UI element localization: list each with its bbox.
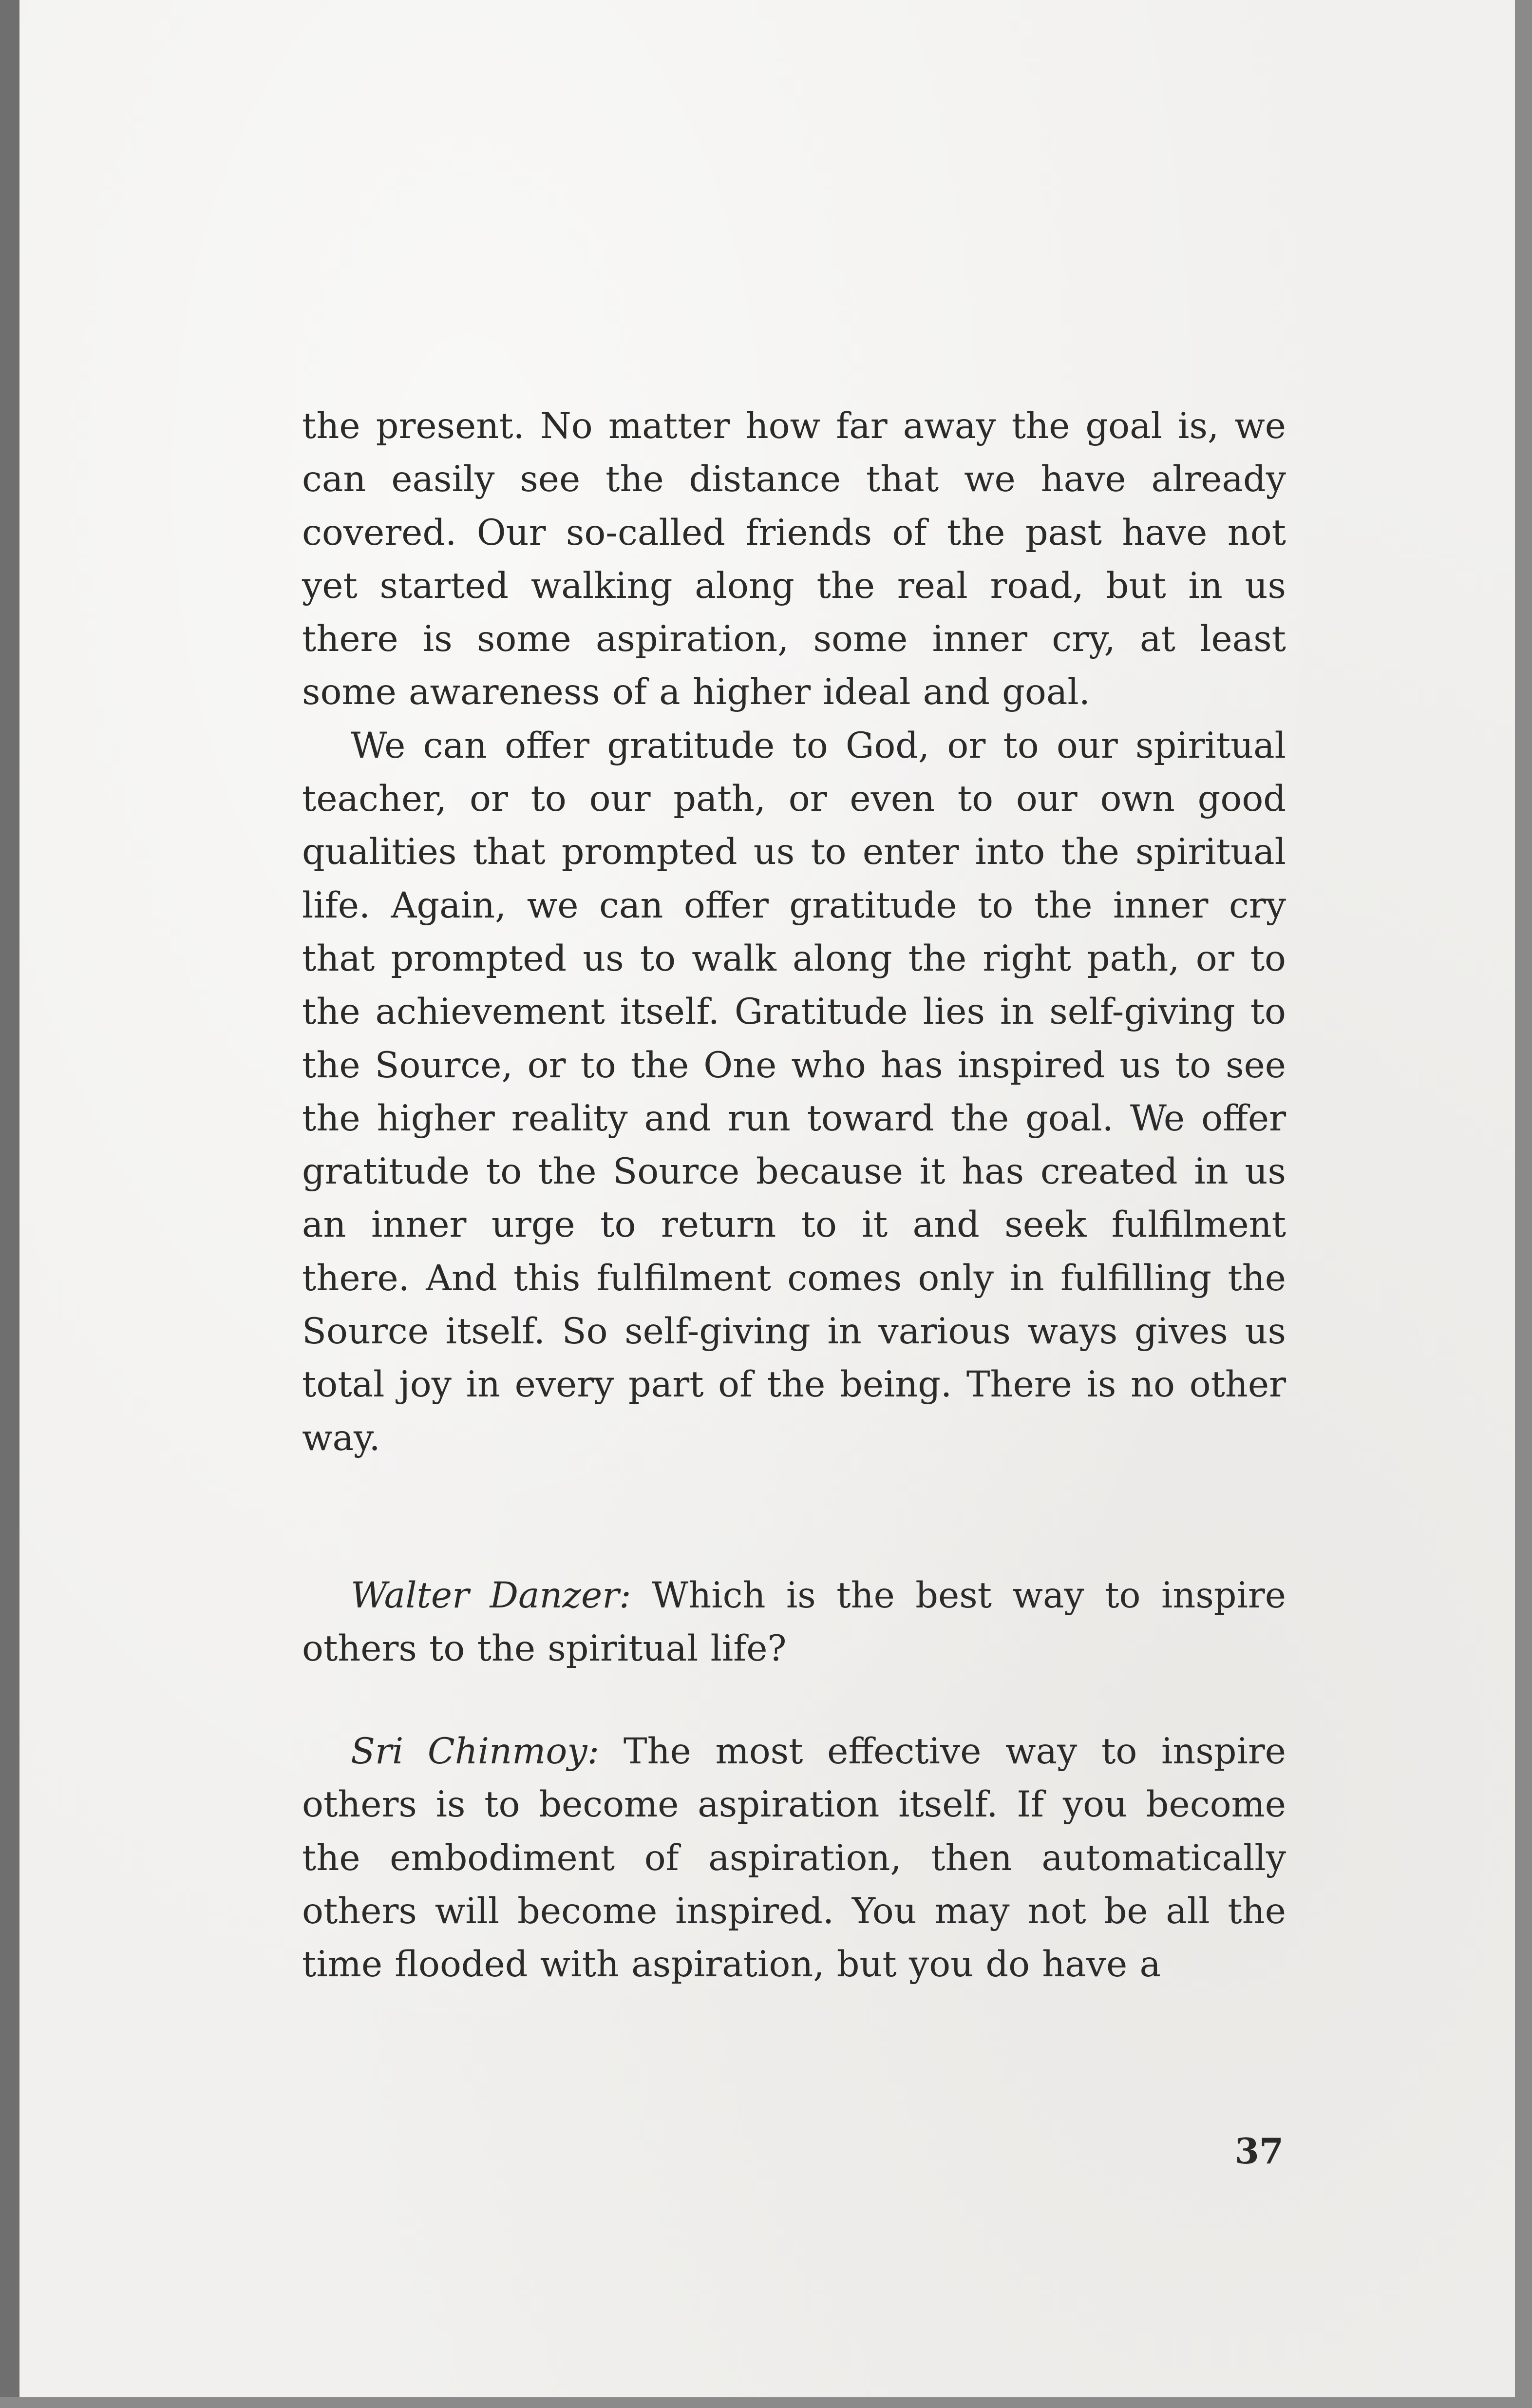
paragraph-continued: the present. No matter how far away the goal is, we can easily see the distance that we have already covered. Our so-called friends of the past have not yet started walking along the real road, but in us there is some aspiration, some inner cry, at least some awareness of a higher ideal and goal. xyxy=(302,405,1286,713)
answer-text: The most effective way to inspire others is to become aspiration itself. If you become the embodiment of aspiration, then automatically others will become inspired. You may not be all the time flooded with aspiration, but you do have a xyxy=(302,1731,1286,1986)
question-text: Which is the best way to inspire others to the spiritual life? xyxy=(302,1575,1286,1670)
scan-edge-right xyxy=(1515,0,1532,2408)
answer-speaker: Sri Chinmoy: xyxy=(351,1731,600,1772)
paragraph-gratitude: We can offer gratitude to God, or to our spiritual teacher, or to our path, or even to our own good qualities that prompted us to enter into the spiritual life. Again, we can offer gratitude to the inner cry that prompted us to walk along the right path, or to the achievement itself. Gratitude lies in self-giving to the Source, or to the One who has inspired us to see the higher reality and run toward the goal. We offer gratitude to the Source because it has created in us an inner urge to return to it and seek fulfilment there. And this fulfilment comes only in fulfilling the Source itself. So self-giving in various ways gives us total joy in every part of the being. There is no other way. xyxy=(302,725,1286,1459)
body-text xyxy=(302,400,1286,1465)
answer-paragraph xyxy=(302,1725,1286,1991)
scan-edge-bottom xyxy=(0,2397,1532,2408)
question-speaker: Walter Danzer: xyxy=(351,1575,631,1616)
question-paragraph xyxy=(302,1569,1286,1676)
page-number: 37 xyxy=(1234,2130,1284,2172)
scan-edge-left xyxy=(0,0,19,2408)
book-page xyxy=(19,0,1515,2397)
